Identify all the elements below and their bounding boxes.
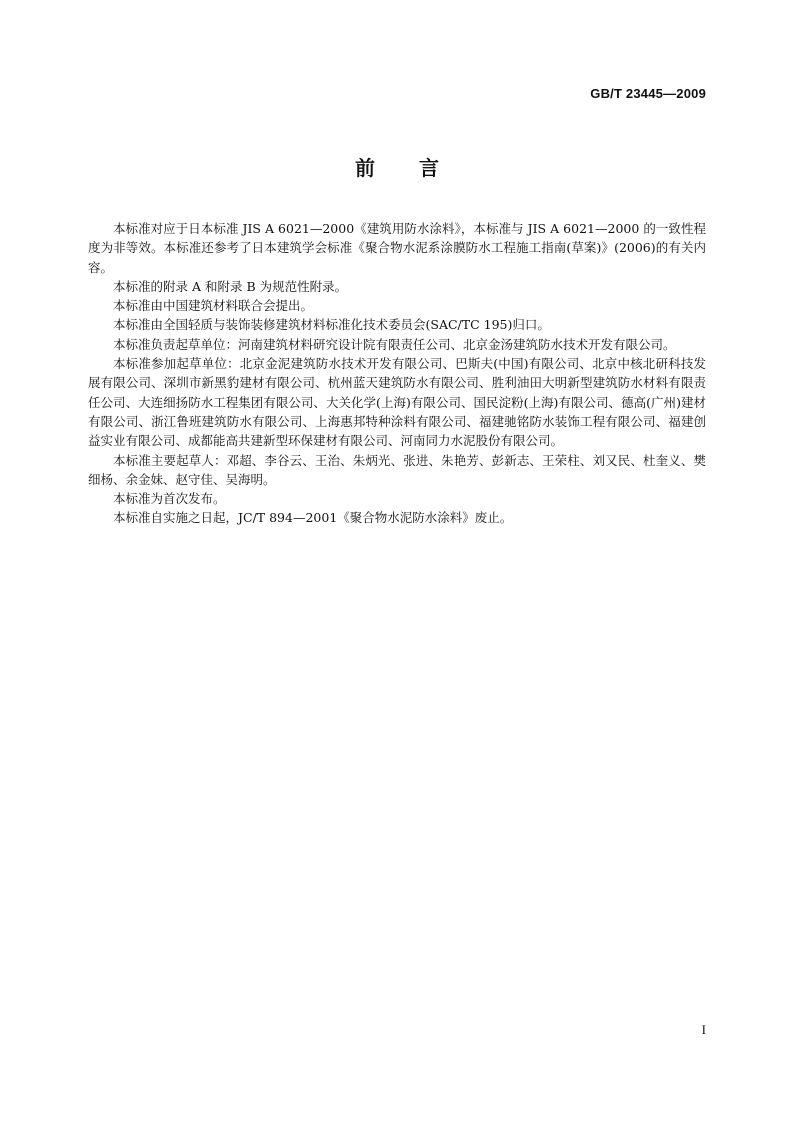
foreword-body bbox=[88, 219, 706, 528]
paragraph-participating-drafters: 本标准参加起草单位：北京金泥建筑防水技术开发有限公司、巴斯夫(中国)有限公司、北京中核北研科技发展有限公司、深圳市新黑豹建材有限公司、杭州蓝天建筑防水有限公司、胜利油田大明新型建筑防水材料有限责任公司、大连细扬防水工程集团有限公司、大关化学(上海)有限公司、国民淀粉(上海)有限公司、德高(广州)建材有限公司、浙江鲁班建筑防水有限公司、上海惠邦特种涂料有限公司、福建驰铭防水装饰工程有限公司、福建创益实业有限公司、成都能高共建新型环保建材有限公司、河南同力水泥股份有限公司。 bbox=[88, 356, 706, 449]
paragraph-superseded: 本标准自实施之日起，JC/T 894—2001《聚合物水泥防水涂料》废止。 bbox=[113, 510, 513, 526]
paragraph-lead-drafters: 本标准负责起草单位：河南建筑材料研究设计院有限责任公司、北京金汤建筑防水技术开发有限公司。 bbox=[113, 336, 676, 352]
paragraph-correspondence: 本标准对应于日本标准 JIS A 6021—2000《建筑用防水涂料》，本标准与 JIS A 6021—2000 的一致性程度为非等效。本标准还参考了日本建筑学会标准《聚合物水泥系涂膜防水工程施工指南(草案)》(2006)的有关内容。 bbox=[88, 221, 706, 275]
standard-code: GB/T 23445—2009 bbox=[590, 86, 706, 101]
paragraph-proposer: 本标准由中国建筑材料联合会提出。 bbox=[113, 298, 314, 314]
page-number: I bbox=[701, 1022, 706, 1037]
paragraph-committee: 本标准由全国轻质与装饰装修建筑材料标准化技术委员会(SAC/TC 195)归口。 bbox=[113, 317, 550, 333]
paragraph-annexes: 本标准的附录 A 和附录 B 为规范性附录。 bbox=[113, 278, 348, 294]
paragraph-first-release: 本标准为首次发布。 bbox=[113, 491, 226, 507]
page-title: 前言 bbox=[355, 156, 483, 180]
paragraph-main-authors: 本标准主要起草人：邓超、李谷云、王治、朱炳光、张进、朱艳芳、彭新志、王荣柱、刘又民、杜奎义、樊细杨、余金妹、赵守佳、吴海明。 bbox=[88, 452, 706, 487]
